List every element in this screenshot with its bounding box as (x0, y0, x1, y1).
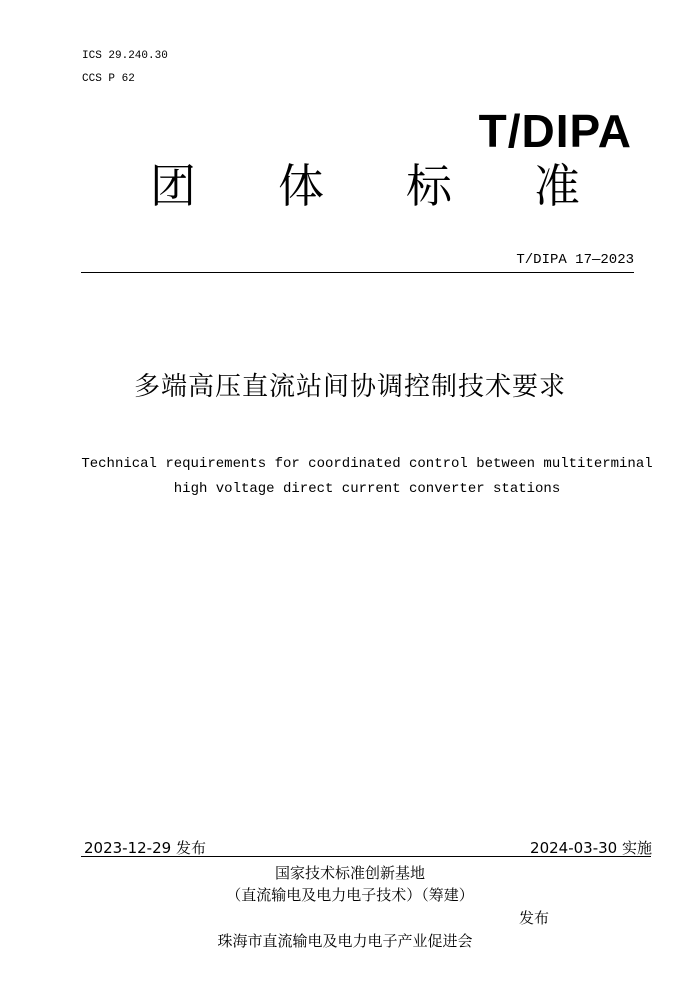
english-title-line-1: Technical requirements for coordinated control between multiterminal (81, 456, 653, 472)
ccs-code: CCS P 62 (82, 73, 135, 85)
issuer-secondary: 珠海市直流输电及电力电子产业促进会 (217, 932, 473, 950)
standard-type-char: 体 (278, 159, 324, 213)
standard-number: T/DIPA 17—2023 (516, 252, 634, 268)
chinese-title: 多端高压直流站间协调控制技术要求 (133, 372, 566, 402)
organization-code: T/DIPA (478, 105, 632, 157)
footer-divider (81, 856, 651, 857)
ics-code: ICS 29.240.30 (82, 50, 168, 62)
standard-type (150, 150, 580, 216)
standard-type-char: 准 (534, 159, 580, 213)
implementation-date: 2024-03-30 实施 (530, 839, 652, 857)
english-title-line-2: high voltage direct current converter stations (173, 481, 561, 497)
header-divider (81, 272, 634, 273)
standard-type-char: 团 (150, 159, 196, 213)
issuer-primary: 国家技术标准创新基地 (274, 864, 425, 882)
publish-date: 2023-12-29 发布 (84, 839, 206, 857)
issuer-primary-subtitle: （直流输电及电力电子技术）（筹建） (226, 886, 474, 904)
standard-type-char: 标 (406, 159, 452, 213)
issue-label: 发布 (519, 909, 550, 927)
